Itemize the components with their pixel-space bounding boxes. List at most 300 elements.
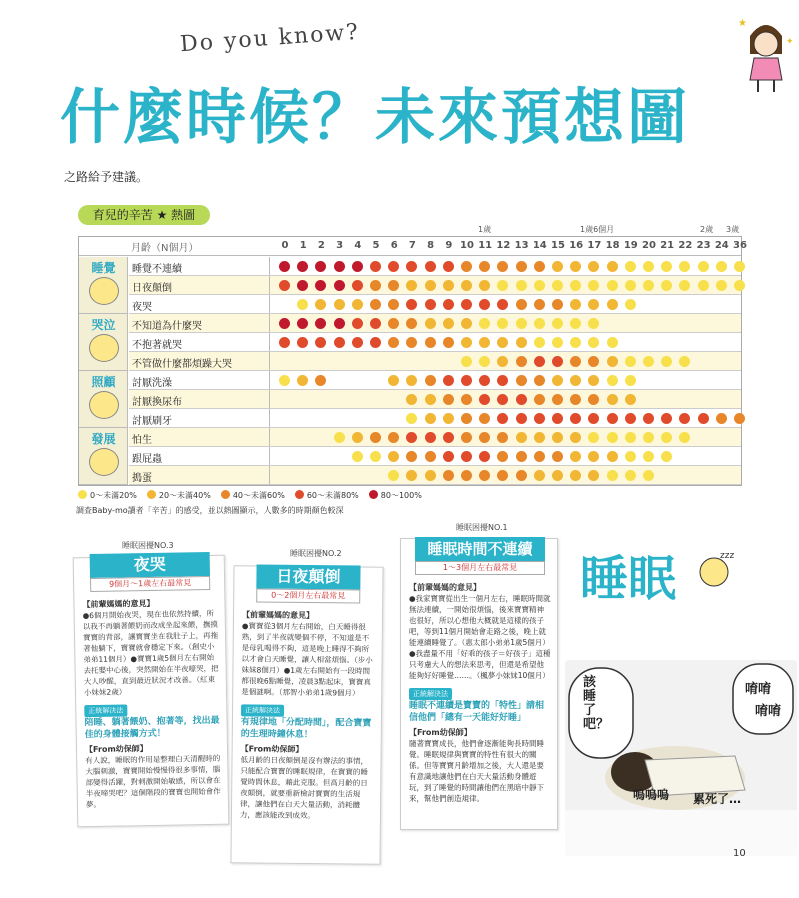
chart-tag: 育兒的辛苦 ★ 熱圖 <box>78 205 210 225</box>
category-cell <box>79 257 128 314</box>
heat-dot <box>570 356 581 367</box>
svg-text:★: ★ <box>738 18 747 29</box>
heat-dot <box>479 261 490 272</box>
reversed-card <box>230 565 383 865</box>
card-title: 夜哭 <box>90 552 210 578</box>
heat-dot <box>406 337 417 348</box>
heat-dot <box>516 413 527 424</box>
heatmap-row <box>129 428 741 447</box>
row-label: 夜哭 <box>132 302 152 313</box>
heat-dot <box>625 470 636 481</box>
card-range: 0～2個月左右最常見 <box>256 588 360 603</box>
heat-dot <box>570 394 581 405</box>
heat-dot <box>625 394 636 405</box>
heat-dot <box>479 451 490 462</box>
heat-dot <box>315 337 326 348</box>
month-tick: 10 <box>460 240 474 251</box>
category-cell <box>79 314 128 371</box>
heat-dot <box>534 394 545 405</box>
heat-dot <box>607 337 618 348</box>
heat-dot <box>661 261 672 272</box>
month-tick: 6 <box>390 240 398 251</box>
heat-dot <box>534 413 545 424</box>
heat-dot <box>552 280 563 291</box>
heat-dot <box>607 261 618 272</box>
category-character-icon <box>89 277 119 305</box>
card-label: 睡眠困擾NO.1 <box>456 523 508 532</box>
card-voice-text: ●我家寶寶從出生一個月左右，睡眠時間就無法連續，一開始很煩惱，後來寶寶精神也很好，所以心想他大概就是這樣的孩子吧，等到11個月開始會走路之後，晚上就能連續睡覺了。（惠太郎小弟弟1歲5個月）●我盡量不用「好乖的孩子＝好孩子」這種只考慮大人的想法來思考，但還是希望他能夠好好睡覺……。（楓夢小妹妹10個月） <box>409 594 551 680</box>
heat-dot <box>479 356 490 367</box>
solution-badge: 正統解決法 <box>409 688 452 700</box>
heat-dot <box>297 337 308 348</box>
heat-dot <box>461 356 472 367</box>
heat-dot <box>661 356 672 367</box>
nurse-heading: 【From幼保師】 <box>409 728 472 737</box>
month-tick: 7 <box>408 240 416 251</box>
category-character-icon <box>89 334 119 362</box>
not-continuous-card <box>400 538 558 830</box>
solution-badge: 正統解決法 <box>84 704 127 717</box>
heat-dot <box>570 413 581 424</box>
category-character-icon <box>89 448 119 476</box>
legend-item: 20～未滿40% <box>147 490 211 501</box>
heat-dot <box>516 451 527 462</box>
photo-caption: 唷唷 <box>745 682 772 697</box>
heat-dot <box>607 413 618 424</box>
heat-dot <box>570 432 581 443</box>
heat-dot <box>406 280 417 291</box>
heat-dot <box>607 375 618 386</box>
row-label: 不抱著就哭 <box>132 340 182 351</box>
heat-dot <box>497 394 508 405</box>
heat-dot <box>279 375 290 386</box>
age-mark: 1歲6個月 <box>580 225 615 234</box>
age-mark: 3歲 <box>726 225 740 234</box>
heat-dot <box>607 299 618 310</box>
category-cell <box>79 428 128 485</box>
heat-dot <box>534 299 545 310</box>
heat-dot <box>370 432 381 443</box>
heat-dot <box>534 318 545 329</box>
heat-dot <box>425 337 436 348</box>
heatmap-row <box>129 466 741 485</box>
heat-dot <box>588 451 599 462</box>
heat-dot <box>370 299 381 310</box>
heat-dot <box>516 261 527 272</box>
solution-text: 有規律地「分配時間」，配合寶寶的生理時鐘休息！ <box>240 717 372 741</box>
heat-dot <box>461 432 472 443</box>
row-label: 討厭洗澡 <box>132 378 172 389</box>
heat-dot <box>643 413 654 424</box>
month-tick: 22 <box>678 240 693 251</box>
heat-dot <box>643 451 654 462</box>
heat-dot <box>497 299 508 310</box>
heat-dot <box>698 261 709 272</box>
heat-dot <box>279 261 290 272</box>
heat-dot <box>497 356 508 367</box>
month-tick: 17 <box>587 240 602 251</box>
heat-dot <box>534 261 545 272</box>
photo-caption: 累死了… <box>693 792 742 806</box>
card-label: 睡眠困擾NO.2 <box>290 549 342 558</box>
card-voice-heading: 【前輩媽媽的意見】 <box>82 598 155 610</box>
heat-dot <box>679 356 690 367</box>
heat-dot <box>315 375 326 386</box>
heat-dot <box>388 470 399 481</box>
heat-dot <box>588 261 599 272</box>
heat-dot <box>388 261 399 272</box>
heat-dot <box>443 337 454 348</box>
month-tick: 21 <box>660 240 675 251</box>
month-tick: 23 <box>696 240 711 251</box>
nurse-heading: 【From幼保師】 <box>240 744 304 754</box>
heat-dot <box>552 432 563 443</box>
heat-dot <box>297 299 308 310</box>
heat-dot <box>479 375 490 386</box>
heat-dot <box>388 451 399 462</box>
row-label: 睡覺不連續 <box>132 264 182 275</box>
heat-dot <box>497 318 508 329</box>
card-range: 1～3個月左右最常見 <box>415 561 545 575</box>
heatmap-row <box>129 352 741 371</box>
month-tick: 8 <box>427 240 435 251</box>
heat-dot <box>479 318 490 329</box>
heat-dot <box>388 280 399 291</box>
card-range: 9個月～1歲左右最常見 <box>90 576 210 592</box>
heat-dot <box>552 261 563 272</box>
heat-dot <box>315 299 326 310</box>
heat-dot <box>297 318 308 329</box>
heat-dot <box>479 337 490 348</box>
heatmap-row <box>129 371 741 390</box>
heat-dot <box>297 261 308 272</box>
month-tick: 14 <box>532 240 547 251</box>
feature-heading: 睡眠 <box>580 551 677 607</box>
month-tick: 20 <box>642 240 656 251</box>
heat-dot <box>679 261 690 272</box>
row-label: 討厭換尿布 <box>132 397 182 408</box>
row-label: 日夜顛倒 <box>132 283 172 294</box>
heat-dot <box>352 337 363 348</box>
heat-dot <box>570 299 581 310</box>
heat-dot <box>497 337 508 348</box>
category-character-icon <box>89 391 119 419</box>
month-tick: 36 <box>733 240 747 251</box>
page-title: 什麼時候？未來預想圖 <box>60 83 690 153</box>
heatmap-row <box>129 295 741 314</box>
heat-dot <box>388 299 399 310</box>
heat-dot <box>406 299 417 310</box>
svg-text:✦: ✦ <box>786 37 794 47</box>
heat-dot <box>388 337 399 348</box>
heat-dot <box>479 394 490 405</box>
legend-item: 80～100% <box>369 490 422 501</box>
heat-dot <box>461 394 472 405</box>
heat-dot <box>570 280 581 291</box>
month-tick: 4 <box>354 240 362 251</box>
heat-dot <box>643 261 654 272</box>
heat-dot <box>679 413 690 424</box>
nurse-text: 隨著寶寶成長，他們會逐漸能夠長時間睡覺。睡眠規律與寶寶的特性有很大的關係。但等寶寶月齡增加之後，大人還是要有意識地讓他們在白天大量活動身體遊玩，到了睡覺的時間讓他們在黑暗中靜下來，幫他們創造規律。 <box>409 739 544 803</box>
heat-dot <box>625 413 636 424</box>
heat-dot <box>315 261 326 272</box>
heat-dot <box>388 375 399 386</box>
heat-dot <box>534 375 545 386</box>
heat-dot <box>352 261 363 272</box>
photo-caption: 嗚嗚嗚 <box>633 788 670 802</box>
heat-dot <box>352 318 363 329</box>
heat-dot <box>497 470 508 481</box>
heat-dot <box>570 261 581 272</box>
heat-dot <box>425 451 436 462</box>
legend-item: 0～未滿20% <box>78 490 137 501</box>
heat-dot <box>443 470 454 481</box>
month-tick: 18 <box>605 240 620 251</box>
heat-dot <box>588 394 599 405</box>
heat-dot <box>297 375 308 386</box>
heat-dot <box>679 432 690 443</box>
heat-dot <box>334 337 345 348</box>
heat-dot <box>497 413 508 424</box>
month-tick: 24 <box>714 240 729 251</box>
heat-dot <box>625 432 636 443</box>
month-tick: 13 <box>514 240 529 251</box>
heat-dot <box>588 413 599 424</box>
heat-dot <box>698 413 709 424</box>
chart-note: 調查Baby-mo讀者「辛苦」的感受，並以熱圖顯示，人數多的時期顏色較深 <box>76 506 344 515</box>
heat-dot <box>716 413 727 424</box>
heat-dot <box>352 432 363 443</box>
heat-dot <box>716 280 727 291</box>
heat-dot <box>352 451 363 462</box>
heat-dot <box>516 470 527 481</box>
heat-dot <box>461 280 472 291</box>
heat-dot <box>279 280 290 291</box>
heat-dot <box>352 280 363 291</box>
heat-dot <box>406 451 417 462</box>
age-mark: 1歲 <box>478 225 492 234</box>
heat-dot <box>570 451 581 462</box>
heat-dot <box>534 432 545 443</box>
heatmap-row <box>129 276 741 295</box>
heat-dot <box>443 318 454 329</box>
heat-dot <box>552 394 563 405</box>
heat-dot <box>497 432 508 443</box>
heat-dot <box>425 432 436 443</box>
heat-dot <box>315 280 326 291</box>
intro-text: 之路給予建議。 <box>64 170 149 184</box>
heat-dot <box>334 299 345 310</box>
heat-dot <box>625 280 636 291</box>
heat-dot <box>588 356 599 367</box>
heat-dot <box>279 318 290 329</box>
heat-dot <box>425 394 436 405</box>
nurse-text: 有人說，睡眠的作用是整理白天清醒時的大腦刺激，寶寶開始慢慢得很多事情，腦部變得活躍，對刺激開始敏感，所以會在半夜啼哭吧？這個階段的寶寶也開始會作夢。 <box>85 753 221 810</box>
heat-dot <box>443 299 454 310</box>
heat-dot <box>552 375 563 386</box>
heat-dot <box>661 280 672 291</box>
heatmap-table <box>78 236 747 486</box>
heat-dot <box>552 470 563 481</box>
heat-dot <box>625 261 636 272</box>
solution-badge: 正統解決法 <box>241 704 284 716</box>
heat-dot <box>443 261 454 272</box>
heat-dot <box>570 337 581 348</box>
heat-dot <box>497 261 508 272</box>
heat-dot <box>607 394 618 405</box>
legend-item: 40～未滿60% <box>221 490 285 501</box>
heat-dot <box>443 394 454 405</box>
heat-dot <box>625 356 636 367</box>
heat-dot <box>734 261 745 272</box>
heat-dot <box>406 413 417 424</box>
heat-dot <box>516 394 527 405</box>
heatmap-row <box>129 333 741 352</box>
heat-dot <box>588 280 599 291</box>
heat-dot <box>534 451 545 462</box>
heat-dot <box>588 432 599 443</box>
category-name: 發展 <box>91 432 116 446</box>
heat-dot <box>461 261 472 272</box>
month-tick: 19 <box>623 240 638 251</box>
heat-dot <box>388 318 399 329</box>
heat-dot <box>497 451 508 462</box>
heat-dot <box>570 470 581 481</box>
heat-dot <box>497 280 508 291</box>
nurse-text: 低月齡的日夜顛倒是沒有辦法的事情，只能配合寶寶的睡眠規律，在寶寶的睡覺時間休息，藉此克服。但高月齡的日夜顛倒，就要重新檢討寶寶的生活規律，讓他們在白天大量活動，消耗體力，應該能改到成效。 <box>239 755 369 821</box>
heatmap-row <box>129 257 741 276</box>
heat-dot <box>552 451 563 462</box>
heat-dot <box>625 299 636 310</box>
heat-dot <box>661 451 672 462</box>
age-mark: 2歲 <box>700 225 714 234</box>
kicker: Do you know? <box>179 19 361 58</box>
heatmap-row <box>129 390 741 409</box>
month-tick: 2 <box>317 240 325 251</box>
month-tick: 15 <box>551 240 565 251</box>
month-tick: 9 <box>445 240 453 251</box>
heat-dot <box>607 451 618 462</box>
heat-dot <box>698 280 709 291</box>
heat-dot <box>552 413 563 424</box>
heat-dot <box>516 299 527 310</box>
row-label: 怕生 <box>132 435 152 446</box>
heat-dot <box>406 470 417 481</box>
heat-dot <box>425 318 436 329</box>
heat-dot <box>625 375 636 386</box>
night-cry-card <box>73 555 230 828</box>
category-name: 睡覺 <box>91 261 116 275</box>
card-title: 日夜顛倒 <box>256 564 360 589</box>
heat-dot <box>425 375 436 386</box>
heat-dot <box>516 375 527 386</box>
heat-dot <box>461 337 472 348</box>
heat-dot <box>607 280 618 291</box>
heat-dot <box>570 375 581 386</box>
heat-dot <box>534 470 545 481</box>
heat-dot <box>461 451 472 462</box>
heat-dot <box>425 413 436 424</box>
heat-dot <box>570 318 581 329</box>
heat-dot <box>425 470 436 481</box>
heat-dot <box>552 356 563 367</box>
heat-dot <box>334 280 345 291</box>
heat-dot <box>443 451 454 462</box>
sleeping-bird-icon <box>694 548 740 588</box>
heat-dot <box>588 375 599 386</box>
heat-dot <box>370 280 381 291</box>
row-label: 不管做什麼都煩躁大哭 <box>132 359 232 370</box>
heat-dot <box>516 356 527 367</box>
heat-dot <box>716 261 727 272</box>
heat-dot <box>643 470 654 481</box>
category-name: 照顧 <box>91 375 116 389</box>
heat-dot <box>443 280 454 291</box>
photo-caption: 唷唷 <box>755 704 782 719</box>
legend-item: 60～未滿80% <box>295 490 359 501</box>
heatmap-header <box>79 237 747 256</box>
heatmap-legend <box>78 490 432 501</box>
heatmap-row <box>129 447 741 466</box>
heat-dot <box>425 280 436 291</box>
month-tick: 5 <box>372 240 380 251</box>
heat-dot <box>461 413 472 424</box>
heat-dot <box>461 470 472 481</box>
solution-text: 陪睡、躺著餵奶、抱著等，找出最佳的身體接觸方式！ <box>84 715 220 741</box>
heat-dot <box>588 470 599 481</box>
heat-dot <box>479 470 490 481</box>
heat-dot <box>534 280 545 291</box>
heat-dot <box>406 394 417 405</box>
heat-dot <box>370 318 381 329</box>
heat-dot <box>734 413 745 424</box>
card-title: 睡眠時間不連續 <box>415 537 545 561</box>
heat-dot <box>497 375 508 386</box>
heat-dot <box>534 337 545 348</box>
card-label: 睡眠困擾NO.3 <box>122 541 174 550</box>
heat-dot <box>425 261 436 272</box>
heat-dot <box>425 299 436 310</box>
month-header-label: 月齡（N個月） <box>131 243 199 254</box>
heat-dot <box>552 337 563 348</box>
heat-dot <box>370 337 381 348</box>
svg-text:zzz: zzz <box>720 551 735 561</box>
heat-dot <box>461 299 472 310</box>
row-label: 不知道為什麼哭 <box>132 321 202 332</box>
heat-dot <box>625 451 636 462</box>
heat-dot <box>370 451 381 462</box>
heat-dot <box>607 470 618 481</box>
heat-dot <box>479 432 490 443</box>
heat-dot <box>461 375 472 386</box>
month-tick: 12 <box>496 240 511 251</box>
month-tick: 16 <box>569 240 584 251</box>
heat-dot <box>406 375 417 386</box>
row-label: 討厭刷牙 <box>132 416 172 427</box>
heat-dot <box>516 432 527 443</box>
card-voice-heading: 【前輩媽媽的意見】 <box>241 610 315 621</box>
heat-dot <box>588 318 599 329</box>
heat-dot <box>516 337 527 348</box>
heat-dot <box>443 432 454 443</box>
heat-dot <box>461 318 472 329</box>
heat-dot <box>443 375 454 386</box>
nurse-heading: 【From幼保師】 <box>84 744 148 755</box>
heat-dot <box>552 299 563 310</box>
heat-dot <box>588 337 599 348</box>
heat-dot <box>479 299 490 310</box>
heat-dot <box>607 432 618 443</box>
